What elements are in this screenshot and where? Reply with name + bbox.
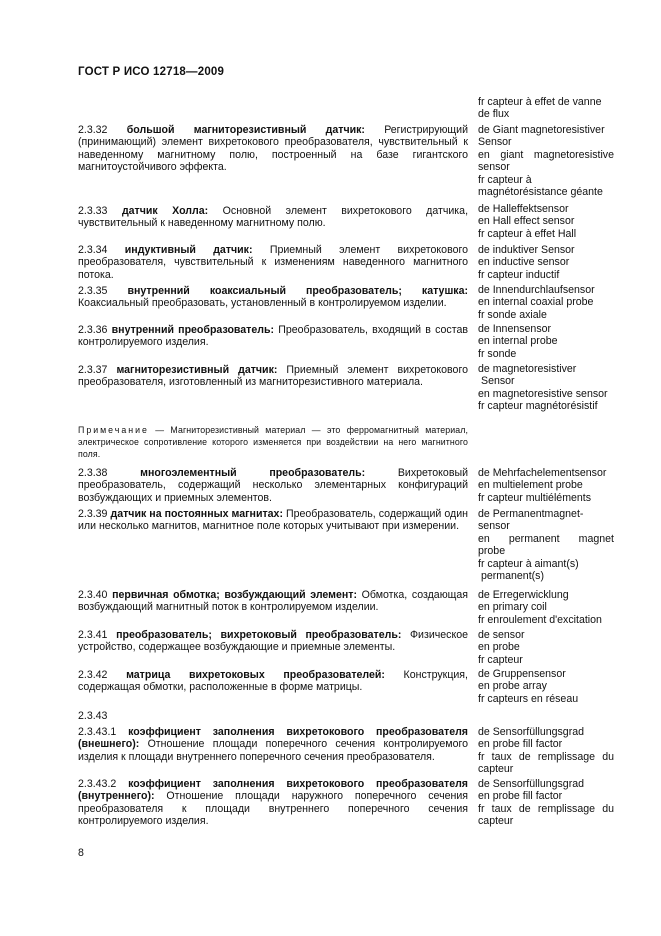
equiv-line: en Hall effect sensor	[478, 215, 575, 228]
equiv-2-3-35	[478, 284, 614, 321]
equiv-line: fr enroulement d'excitation	[478, 613, 602, 626]
entry-number: 2.3.43	[78, 710, 108, 722]
equiv-line: de Sensorfüllungsgrad	[478, 726, 585, 738]
equiv-2-3-43-1	[478, 726, 614, 776]
entry-2-3-34	[78, 244, 468, 281]
entry-2-3-43-1	[78, 726, 468, 763]
entry-number: 2.3.33	[78, 205, 108, 217]
equiv-line: de Sensorfüllungsgrad	[478, 778, 585, 790]
entry-definition: Приемный элемент вихретокового преобразователя, изготовленный из магниторезистивного материала.	[78, 364, 468, 389]
equiv-line: Sensor	[481, 375, 515, 388]
entry-2-3-39	[78, 508, 468, 533]
equiv-line: fr capteur inductif	[478, 268, 560, 281]
entry-2-3-36	[78, 324, 468, 349]
entry-term: матрица вихретоковых преобразователей:	[126, 669, 385, 681]
entry-term: коэффициент заполнения вихретокового преобразователя (внутреннего):	[78, 778, 468, 803]
entry-definition: Преобразователь, содержащий один или несколько магнитов, магнитное поле которых учитывают при измерении.	[78, 508, 468, 533]
entry-term: первичная обмотка; возбуждающий элемент:	[112, 589, 358, 601]
equiv-2-3-42	[478, 668, 614, 705]
entry-definition: Отношение площади поперечного сечения контролируемого изделия к площади внутреннего поперечного сечения преобразователя.	[78, 738, 468, 763]
entry-number: 2.3.41	[78, 629, 108, 641]
entry-term: индуктивный датчик:	[124, 244, 253, 256]
equiv-line: de induktiver Sensor	[478, 244, 575, 256]
equiv-line: fr capteur à effet Hall	[478, 227, 577, 240]
equiv-line: fr sonde axiale	[478, 308, 547, 321]
entry-2-3-43	[78, 710, 468, 722]
entry-term: коэффициент заполнения вихретокового преобразователя (внешнего):	[78, 726, 468, 751]
entry-number: 2.3.35	[78, 285, 108, 297]
entry-number: 2.3.38	[78, 467, 108, 479]
entry-2-3-35	[78, 285, 468, 310]
equiv-line: en internal probe	[478, 335, 558, 348]
equiv-line: de flux	[478, 108, 510, 121]
equiv-line: de sensor	[478, 629, 525, 641]
equiv-line: fr taux de remplissage du	[478, 802, 614, 815]
entry-term: датчик Холла:	[121, 205, 209, 217]
entry-definition: Основной элемент вихретокового датчика, чувствительный к наведенному магнитному полю.	[78, 205, 469, 230]
entry-definition: Преобразователь, входящий в состав контролируемого изделия.	[78, 324, 468, 349]
equiv-line: fr taux de remplissage du	[478, 750, 614, 763]
equiv-line: fr capteurs en réseau	[478, 692, 579, 705]
equiv-line: fr sonde	[478, 347, 517, 360]
page-number: 8	[78, 847, 84, 859]
equiv-line: en primary coil	[478, 601, 547, 614]
equiv-line: fr capteur à	[478, 173, 532, 186]
entry-number: 2.3.36	[78, 324, 108, 336]
entry-number: 2.3.43.1	[78, 726, 117, 738]
equiv-line: en probe	[478, 641, 520, 654]
equiv-2-3-34	[478, 244, 614, 281]
equiv-line: fr capteur magnétorésistif	[478, 400, 598, 413]
entry-term: преобразователь; вихретоковый преобразователь:	[116, 629, 402, 641]
equiv-line: fr capteur à effet de vanne	[478, 96, 602, 108]
entry-definition: Обмотка, создающая возбуждающий магнитный поток в контролируемом изделии.	[78, 589, 468, 614]
entry-number: 2.3.34	[78, 244, 108, 256]
equiv-2-3-39	[478, 508, 614, 582]
entry-number: 2.3.39	[78, 508, 108, 520]
entry-2-3-33	[78, 205, 468, 230]
equiv-line: sensor	[478, 520, 510, 533]
entry-definition: Отношение площади наружного поперечного сечения преобразователя к площади внутреннего поперечного сечения контролируемого изделия.	[78, 790, 468, 828]
entry-term: внутренний коаксиальный преобразователь; катушка:	[127, 285, 468, 297]
equiv-2-3-38	[478, 467, 614, 504]
entry-number: 2.3.40	[78, 589, 108, 601]
equiv-line: en inductive sensor	[478, 256, 570, 269]
entry-term: большой магниторезистивный датчик:	[126, 124, 365, 136]
equiv-2-3-43-2	[478, 778, 614, 828]
equiv-line: permanent(s)	[481, 570, 544, 583]
note-text: — Магниторезистивный материал — это ферромагнитный материал, электрическое сопротивление которого изменяется при воздействии на него магнитного поля.	[78, 425, 469, 459]
note-label: Примечание	[78, 425, 149, 435]
equiv-top	[478, 96, 614, 121]
entry-2-3-38	[78, 467, 468, 504]
entry-2-3-37	[78, 364, 468, 389]
equiv-line: en permanent magnet	[478, 532, 614, 545]
equiv-2-3-36	[478, 323, 614, 360]
equiv-2-3-41	[478, 629, 614, 666]
entry-2-3-43-2	[78, 778, 468, 828]
equiv-line: magnétorésistance géante	[478, 186, 603, 199]
equiv-line: en magnetoresistive sensor	[478, 387, 608, 400]
entry-number: 2.3.32	[78, 124, 108, 136]
entry-term: датчик на постоянных магнитах:	[110, 508, 283, 520]
equiv-line: Sensor	[478, 136, 512, 149]
equiv-line: en internal coaxial probe	[478, 296, 594, 309]
equiv-line: de Mehrfachelementsensor	[478, 467, 607, 479]
equiv-line: de Giant magnetoresistiver	[478, 124, 605, 136]
entry-term: магниторезистивный датчик:	[116, 364, 278, 376]
equiv-line: en probe fill factor	[478, 790, 563, 803]
entry-term: многоэлементный преобразователь:	[140, 467, 366, 479]
equiv-line: capteur	[478, 815, 514, 828]
equiv-line: de Permanentmagnet-	[478, 508, 584, 520]
entry-definition: Коаксиальный преобразовать, установленный в контролируемом изделии.	[78, 297, 447, 310]
entry-number: 2.3.37	[78, 364, 108, 376]
note-magnetoresistive	[78, 425, 468, 460]
equiv-2-3-33	[478, 203, 614, 240]
entry-2-3-41	[78, 629, 468, 654]
equiv-line: de Halleffektsensor	[478, 203, 569, 215]
equiv-line: capteur	[478, 763, 514, 776]
entry-definition: Физическое устройство, содержащее возбуждающие и приемные элементы.	[78, 629, 468, 654]
equiv-line: de Innensensor	[478, 323, 552, 335]
equiv-2-3-32	[478, 124, 614, 198]
entry-number: 2.3.43.2	[78, 778, 117, 790]
equiv-line: fr capteur à aimant(s)	[478, 557, 579, 570]
entry-2-3-32	[78, 124, 468, 174]
entry-definition: Регистрирующий (принимающий) элемент вихретокового преобразователя, чувствительный к наведенному магнитному полю, построенный на базе гигантского магнитоустойчивого эффекта.	[78, 124, 468, 174]
equiv-line: fr capteur multiéléments	[478, 491, 592, 504]
equiv-2-3-37	[478, 363, 614, 413]
entry-definition: Приемный элемент вихретокового преобразователя, чувствительный к изменениям наведенного магнитного потока.	[78, 244, 468, 281]
equiv-line: de Innendurchlaufsensor	[478, 284, 595, 296]
equiv-line: de magnetoresistiver	[478, 363, 577, 375]
entry-number: 2.3.42	[78, 669, 108, 681]
equiv-line: fr capteur	[478, 653, 523, 666]
equiv-line: en giant magnetoresistive	[478, 148, 614, 161]
entry-term: внутренний преобразователь:	[111, 324, 275, 336]
equiv-line: de Gruppensensor	[478, 668, 566, 680]
equiv-line: en probe fill factor	[478, 738, 563, 751]
entry-definition: Конструкция, содержащая обмотки, расположенные в форме матрицы.	[78, 669, 468, 694]
equiv-line: en probe array	[478, 680, 547, 693]
equiv-line: en multielement probe	[478, 479, 583, 492]
equiv-line: probe	[478, 545, 506, 558]
equiv-line: sensor	[478, 161, 510, 174]
entry-2-3-40	[78, 589, 468, 614]
entry-2-3-42	[78, 669, 468, 694]
entry-definition: Вихретоковый преобразователь, содержащий несколько элементарных конфигураций возбуждающих и приемных элементов.	[78, 467, 468, 504]
equiv-line: de Erregerwicklung	[478, 589, 569, 601]
document-header: ГОСТ Р ИСО 12718—2009	[78, 66, 225, 78]
equiv-2-3-40	[478, 589, 614, 626]
